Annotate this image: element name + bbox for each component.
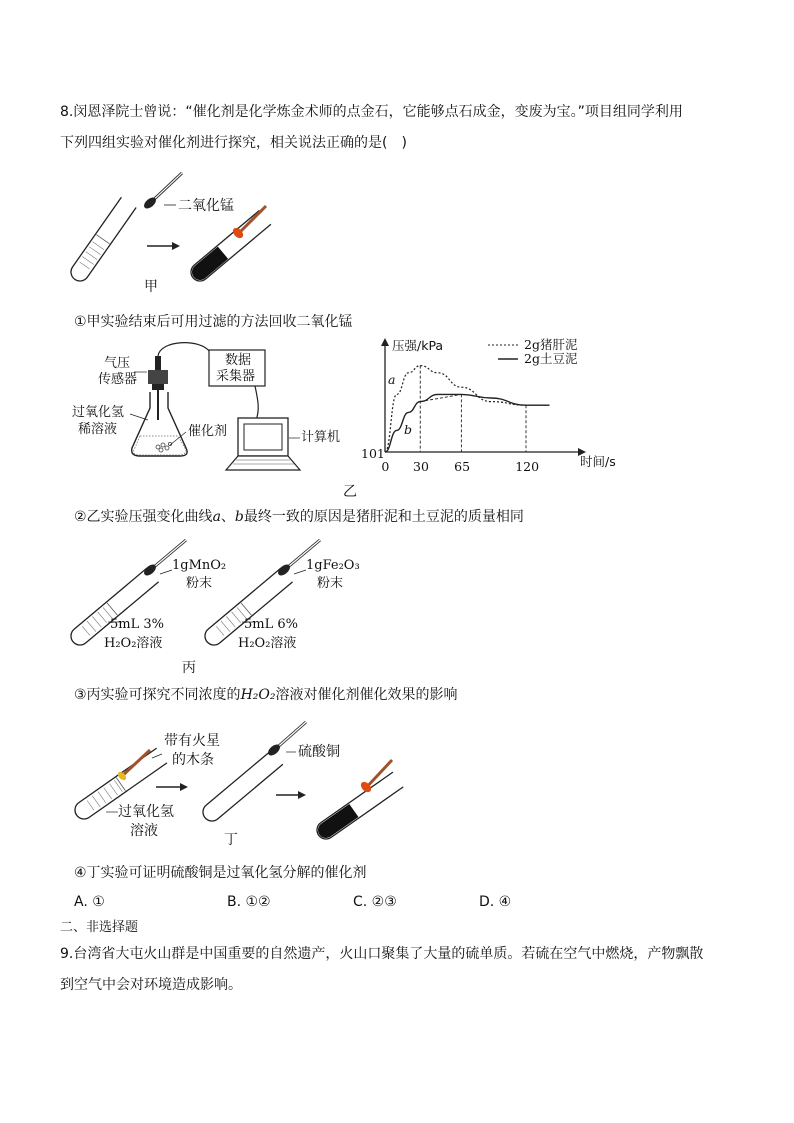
curve-label-a: a (388, 372, 396, 387)
q9-line1: 9.台湾省大屯火山群是中国重要的自然遗产，火山口聚集了大量的硫单质。若硫在空气中燃烧，产物飘散 (60, 946, 704, 962)
q9-line2: 到空气中会对环境造成影响。 (60, 977, 242, 993)
curve-var-b: b (234, 509, 244, 525)
label-left-solution-2: H₂O₂溶液 (104, 636, 163, 651)
label-mno2-jia: 二氧化锰 (178, 198, 234, 214)
label-fe2o3-powder-2: 粉末 (317, 576, 344, 591)
x-tick-120: 120 (515, 459, 540, 474)
x-tick-0: 0 (381, 459, 390, 474)
label-right-solution-1: 5mL 6% (244, 617, 298, 632)
arrow-ding-2 (276, 791, 306, 799)
statement-2-part2: 最终一致的原因是猪肝泥和土豆泥的质量相同 (243, 509, 524, 525)
label-mno2-powder-2: 粉末 (186, 576, 213, 591)
label-catalyst: 催化剂 (188, 424, 228, 439)
caption-yi: 乙 (343, 484, 357, 500)
label-pressure-sensor-2: 传感器 (98, 372, 138, 387)
statement-3-part1: ③丙实验可探究不同浓度的 (74, 687, 241, 703)
curve-label-b: b (404, 422, 413, 437)
option-d[interactable]: D. ④ (479, 894, 512, 910)
statement-1: ①甲实验结束后可用过滤的方法回收二氧化锰 (74, 314, 353, 330)
label-fe2o3-powder-1: 1gFe₂O₃ (306, 558, 360, 573)
arrow-ding-1 (156, 783, 188, 791)
label-mno2-powder-1: 1gMnO₂ (172, 558, 227, 573)
label-data-collector-2: 采集器 (216, 369, 256, 384)
legend-label-a: 2g猪肝泥 (524, 337, 578, 352)
label-h2o2-ding-2: 溶液 (130, 823, 158, 839)
formula-h2o2: H₂O₂ (240, 687, 276, 703)
label-right-solution-2: H₂O₂溶液 (238, 636, 297, 651)
section-heading: 二、非选择题 (60, 920, 139, 935)
label-h2o2-ding-1: 过氧化氢 (118, 804, 174, 820)
label-data-collector-1: 数据 (225, 353, 252, 368)
statement-3-part2: 溶液对催化剂催化效果的影响 (275, 687, 458, 703)
x-tick-30: 30 (413, 459, 429, 474)
x-tick-65: 65 (454, 459, 471, 474)
label-h2o2-solution-1: 过氧化氢 (72, 405, 125, 420)
y-axis-label: 压强/kPa (392, 338, 444, 353)
option-b[interactable]: B. ①② (227, 894, 271, 910)
label-left-solution-1: 5mL 3% (110, 617, 164, 632)
test-tube-ding-3 (313, 772, 403, 842)
q8-stem-line2: 下列四组实验对催化剂进行探究，相关说法正确的是( ) (60, 135, 407, 151)
statement-2-sep: 、 (220, 509, 235, 525)
statement-2-part1: ②乙实验压强变化曲线 (74, 509, 213, 525)
legend-label-b: 2g土豆泥 (524, 351, 578, 366)
curve-var-a: a (212, 509, 221, 525)
label-copper-sulfate: 硫酸铜 (298, 744, 340, 760)
option-a[interactable]: A. ① (74, 894, 105, 910)
glowing-splint-ding-1 (116, 750, 150, 782)
option-c[interactable]: C. ②③ (353, 894, 397, 910)
caption-jia: 甲 (144, 279, 158, 295)
caption-ding: 丁 (224, 832, 238, 848)
label-glowing-splint-2: 的木条 (172, 752, 214, 768)
label-pressure-sensor-1: 气压 (104, 356, 131, 371)
q8-stem-line1: 8.闵恩泽院士曾说：“催化剂是化学炼金术师的点金石，它能够点石成金，变废为宝。”项目组同学利用 (60, 104, 683, 120)
label-computer: 计算机 (301, 430, 341, 445)
caption-bing: 丙 (182, 660, 196, 676)
y-tick-101: 101 (361, 446, 385, 461)
statement-4: ④丁实验可证明硫酸铜是过氧化氢分解的催化剂 (74, 865, 367, 881)
x-axis-label: 时间/s (580, 454, 616, 469)
label-h2o2-solution-2: 稀溶液 (78, 422, 118, 437)
label-glowing-splint-1: 带有火星 (164, 733, 220, 749)
